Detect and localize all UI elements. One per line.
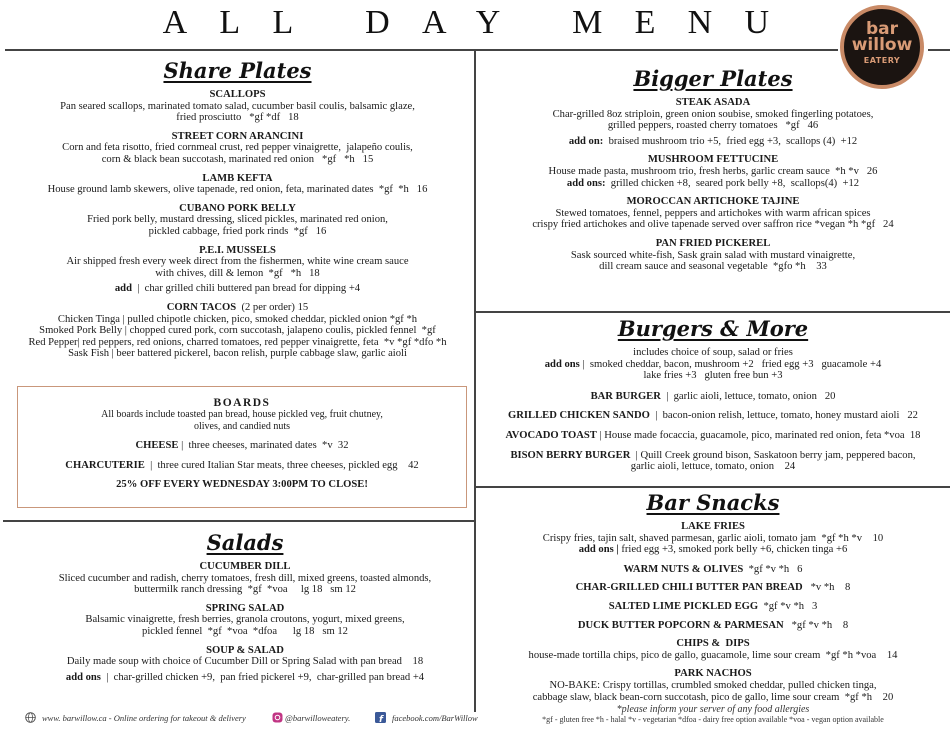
logo-text: EATERY [863, 56, 901, 65]
menu-item-line [476, 410, 950, 422]
item-name: CUBANO PORK BELLY [179, 202, 296, 214]
menu-item [476, 391, 950, 403]
menu-item-line [476, 154, 950, 166]
item-desc: crispy fried artichokes and olive tapenade served over saffron rice *vegan *h *gf 24 [532, 219, 894, 231]
bigger-plates-section [476, 66, 950, 280]
facebook-icon [375, 712, 386, 723]
footer [25, 712, 478, 723]
item-desc: fried egg +3, smoked pork belly +6, chicken tinga +6 [618, 544, 848, 556]
menu-item-line [476, 450, 950, 462]
item-desc: Balsamic vinaigrette, fresh berries, granola croutons, yogurt, mixed greens, [85, 614, 405, 626]
item-desc: House made pasta, mushroom trio, fresh herbs, garlic cream sauce *h *v 26 [548, 165, 878, 177]
menu-item-line [0, 89, 475, 101]
menu-item-line [0, 603, 490, 615]
menu-item-line [0, 142, 475, 154]
menu-item-line [476, 430, 950, 442]
item-desc: *gf *v *h 8 [783, 619, 849, 631]
menu-item-line [0, 656, 490, 668]
item-desc: Air shipped fresh every week direct from the fishermen, white wine cream sauce [66, 256, 409, 268]
menu-item-line [476, 166, 950, 178]
menu-item-line [476, 521, 950, 533]
menu-item-line [0, 256, 475, 268]
board-item-cheese [18, 440, 466, 452]
menu-item-line [476, 564, 950, 576]
item-desc: dill cream sauce and seasonal vegetable *gfo *h 33 [599, 261, 827, 273]
item-desc: *gf *v *h 6 [743, 563, 803, 575]
logo-text: willow [851, 35, 913, 55]
menu-item-line [476, 533, 950, 545]
menu-item-line [0, 325, 475, 337]
menu-item [476, 238, 950, 273]
item-desc: pickled fennel *gf *voa *dfoa lg 18 sm 12 [142, 625, 348, 637]
item-name: add ons | [578, 544, 619, 556]
menu-item-line [476, 261, 950, 273]
item-desc: *v *h 8 [802, 582, 851, 594]
globe-icon [25, 712, 36, 723]
divider [3, 520, 475, 522]
boards-title: BOARDS [213, 397, 271, 409]
menu-item [476, 430, 950, 442]
menu-item-line [0, 584, 490, 596]
boards-intro: All boards include toasted pan bread, house pickled veg, fruit chutney, [101, 409, 383, 420]
menu-item-line [0, 173, 475, 185]
menu-item [476, 620, 950, 632]
menu-item [476, 601, 950, 613]
item-name: CHAR-GRILLED CHILI BUTTER PAN BREAD [575, 582, 803, 594]
item-name: add ons: [566, 177, 606, 189]
menu-item [0, 131, 475, 166]
menu-item [476, 450, 950, 473]
section-title: Share Plates [163, 58, 312, 83]
item-name: STEAK ASADA [675, 97, 751, 108]
menu-item [476, 196, 950, 231]
divider [476, 311, 950, 313]
menu-item-line [0, 283, 475, 295]
item-desc: cabbage slaw, black bean-corn succotash, pico de gallo, lime sour cream *gf *h 20 [532, 691, 894, 703]
item-desc: Chicken Tinga | pulled chipotle chicken, pico, smoked cheddar, pickled onion *gf *h [57, 313, 418, 325]
menu-item-line [0, 101, 475, 113]
item-name: P.E.I. MUSSELS [199, 244, 276, 256]
item-name: DUCK BUTTER POPCORN & PARMESAN [577, 619, 784, 631]
item-desc: grilled chicken +8, seared pork belly +8, scallops(4) +12 [605, 177, 860, 189]
menu-item [0, 302, 475, 360]
item-name: CHIPS & DIPS [676, 638, 750, 650]
facebook-link[interactable]: facebook.com/BarWillow [392, 712, 478, 723]
menu-title: ALL DAY MENU [162, 4, 802, 41]
menu-item-line [0, 226, 475, 238]
logo-text: bar [865, 19, 899, 39]
menu-item-line [0, 626, 490, 638]
menu-item [476, 154, 950, 189]
menu-item [476, 668, 950, 703]
item-desc: | Quill Creek ground bison, Saskatoon berry jam, peppered bacon, [630, 449, 916, 461]
item-desc: | three cured Italian Star meats, three cheeses, pickled egg 42 [144, 459, 419, 471]
item-desc: | bacon-onion relish, lettuce, tomato, honey mustard aioli 22 [649, 410, 918, 422]
item-name: WARM NUTS & OLIVES [623, 563, 744, 575]
item-name: SOUP & SALAD [206, 644, 284, 656]
menu-item-line [476, 109, 950, 121]
menu-item-line [476, 601, 950, 613]
item-desc: (2 per order) 15 [236, 301, 309, 313]
menu-item [476, 521, 950, 556]
menu-item-line [0, 337, 475, 349]
menu-item-line [476, 582, 950, 594]
menu-item-line [476, 370, 950, 382]
item-desc: Char-grilled 8oz striploin, green onion soubise, smoked fingerling potatoes, [552, 108, 874, 120]
item-desc: pickled cabbage, fried pork rinds *gf 16 [148, 225, 327, 237]
section-title: Bigger Plates [633, 66, 793, 91]
menu-item-line [476, 178, 950, 190]
menu-item-line [0, 112, 475, 124]
item-desc: includes choice of soup, salad or fries [633, 347, 793, 358]
burgers-section [476, 316, 950, 481]
menu-item-line [0, 184, 475, 196]
menu-item-line [476, 461, 950, 473]
menu-item-line [0, 672, 490, 684]
item-name: PARK NACHOS [674, 668, 752, 680]
item-name: CHEESE [135, 440, 179, 452]
svg-text:f: f [379, 715, 383, 723]
menu-item-line [476, 347, 950, 359]
item-desc: Red Pepper| red peppers, red onions, charred tomatoes, red pepper vinaigrette, feta *v *gf *dfo *h [28, 336, 447, 348]
menu-item-line [476, 668, 950, 680]
promo-text: 25% OFF EVERY WEDNESDAY 3:00PM TO CLOSE! [116, 479, 368, 491]
menu-item [476, 410, 950, 422]
menu-item-line [476, 359, 950, 371]
menu-item [0, 173, 475, 196]
menu-item-line [476, 620, 950, 632]
divider [5, 49, 838, 51]
item-desc: braised mushroom trio +5, fried egg +3, scallops (4) +12 [603, 135, 858, 147]
item-desc: House ground lamb skewers, olive tapenade, red onion, feta, marinated dates *gf *h 16 [47, 184, 428, 196]
menu-item-line [0, 203, 475, 215]
menu-item-line [476, 692, 950, 704]
item-name: PAN FRIED PICKEREL [655, 237, 771, 249]
instagram-icon [272, 712, 283, 723]
menu-item [0, 603, 490, 638]
share-plates-section [0, 58, 475, 367]
item-desc: Smoked Pork Belly | chopped cured pork, corn succotash, jalapeno coulis, pickled fennel *gf [39, 325, 436, 337]
item-desc: Sask sourced white-fish, Sask grain salad with mustard vinaigrette, [570, 249, 856, 261]
item-name: LAMB KEFTA [202, 172, 273, 184]
item-desc: house-made tortilla chips, pico de gallo, guacamole, lime sour cream *gf *h *voa 14 [528, 649, 898, 661]
item-name: add on: [568, 135, 604, 147]
item-desc: | char-grilled chicken +9, pan fried pickerel +9, char-grilled pan bread +4 [100, 671, 425, 683]
item-desc: corn & black bean succotash, marinated red onion *gf *h 15 [101, 153, 374, 165]
allergy-note: *please inform your server of any food allergies [616, 704, 810, 715]
menu-item-line [0, 614, 490, 626]
menu-item-line [476, 97, 950, 109]
item-desc: fried prosciutto *gf *df 18 [176, 112, 299, 124]
item-desc: grilled peppers, roasted cherry tomatoes *gf 46 [607, 120, 819, 132]
item-name: SPRING SALAD [205, 602, 285, 614]
item-name: STREET CORN ARANCINI [171, 130, 304, 142]
menu-item-line [476, 120, 950, 132]
boards-box [17, 386, 467, 508]
item-name: AVOCADO TOAST [505, 429, 597, 441]
item-name: SCALLOPS [209, 89, 266, 100]
item-name: MOROCCAN ARTICHOKE TAJINE [626, 196, 800, 208]
menu-item-line [476, 136, 950, 148]
menu-item [0, 203, 475, 238]
item-name: add ons [65, 671, 101, 683]
menu-item-line [0, 268, 475, 280]
item-name: LAKE FRIES [681, 521, 745, 532]
section-title: Bar Snacks [646, 490, 780, 515]
item-name: SALTED LIME PICKLED EGG [608, 600, 759, 612]
menu-item [0, 645, 490, 684]
menu-item-line [476, 196, 950, 208]
item-desc: *gf *v *h 3 [758, 600, 818, 612]
menu-item-line [0, 573, 490, 585]
item-desc: Crispy fries, tajin salt, shaved parmesan, garlic aioli, tomato jam *gf *h *v 10 [542, 532, 884, 544]
menu-item [476, 347, 950, 382]
menu-item-line [476, 680, 950, 692]
menu-item-line [0, 302, 475, 314]
menu-item [0, 561, 490, 596]
board-item-charcuterie [18, 460, 466, 472]
menu-item-line [0, 348, 475, 360]
menu-item-line [476, 638, 950, 650]
item-desc: Fried pork belly, mustard dressing, sliced pickles, marinated red onion, [87, 214, 388, 226]
item-desc: with chives, dill & lemon *gf *h 18 [155, 267, 320, 279]
divider [476, 486, 950, 488]
website-link[interactable]: www. barwillow.ca - Online ordering for takeout & delivery [42, 712, 246, 723]
menu-item-line [476, 208, 950, 220]
menu-item-line [476, 219, 950, 231]
item-desc: | char grilled chili buttered pan bread for dipping +4 [131, 283, 361, 295]
menu-item-line [0, 314, 475, 326]
menu-item-line [476, 238, 950, 250]
item-desc: Sask Fish | beer battered pickerel, bacon relish, purple cabbage slaw, garlic aioli [68, 348, 407, 360]
item-name: CHARCUTERIE [65, 459, 145, 471]
item-name: CUCUMBER DILL [199, 561, 291, 572]
menu-item-line [0, 645, 490, 657]
item-desc: Daily made soup with choice of Cucumber Dill or Spring Salad with pan bread 18 [66, 656, 424, 668]
boards-intro: olives, and candied nuts [193, 420, 291, 432]
item-name: add [114, 283, 132, 295]
item-name: GRILLED CHICKEN SANDO [508, 410, 650, 422]
menu-item-line [476, 250, 950, 262]
item-desc: Corn and feta risotto, fried cornmeal crust, red pepper vinaigrette, jalapeño coulis, [62, 142, 413, 154]
menu-item-line [0, 561, 490, 573]
divider [928, 49, 950, 51]
menu-item [476, 564, 950, 576]
bar-snacks-section [476, 490, 950, 710]
item-name: BAR BURGER [590, 390, 661, 402]
menu-item-line [0, 214, 475, 226]
item-desc: Sliced cucumber and radish, cherry tomatoes, fresh dill, mixed greens, toasted almonds, [58, 572, 432, 584]
menu-item-line [476, 391, 950, 403]
instagram-link[interactable]: @barwilloweatery. [285, 712, 351, 723]
section-title: Salads [206, 530, 284, 555]
salads-section [0, 530, 490, 690]
menu-item [476, 638, 950, 661]
boards-promo [18, 479, 466, 491]
menu-item [0, 245, 475, 295]
menu-item [0, 89, 475, 124]
menu-item-line [476, 650, 950, 662]
item-desc: | garlic aioli, lettuce, tomato, onion 20 [660, 390, 836, 402]
dietary-legend: *gf - gluten free *h - halal *v - vegetarian *dfoa - dairy free option available *voa - vegan option available [542, 715, 884, 724]
section-title: Burgers & More [617, 316, 809, 341]
item-name: add ons [544, 358, 580, 370]
item-desc: | three cheeses, marinated dates *v 32 [178, 440, 349, 452]
menu-item-line [0, 245, 475, 257]
item-name: CORN TACOS [166, 301, 237, 313]
menu-item-line [0, 131, 475, 143]
item-desc: | House made focaccia, guacamole, pico, marinated red onion, feta *voa 18 [596, 429, 921, 441]
item-desc: | smoked cheddar, bacon, mushroom +2 fried egg +3 guacamole +4 [579, 358, 882, 370]
menu-item-line [476, 544, 950, 556]
item-desc: buttermilk ranch dressing *gf *voa lg 18 sm 12 [134, 584, 356, 596]
item-desc: lake fries +3 gluten free bun +3 [643, 370, 783, 382]
item-desc: Pan seared scallops, marinated tomato salad, cucumber basil coulis, balsamic glaze, [60, 100, 415, 112]
menu-item [476, 97, 950, 147]
menu-item [476, 582, 950, 594]
item-desc: Stewed tomatoes, fennel, peppers and artichokes with warm african spices [555, 207, 871, 219]
item-desc: NO-BAKE: Crispy tortillas, crumbled smoked cheddar, pulled chicken tinga, [549, 679, 877, 691]
item-name: MUSHROOM FETTUCINE [647, 154, 779, 166]
menu-item-line [0, 154, 475, 166]
item-desc: garlic aioli, lettuce, tomato, onion 24 [630, 461, 796, 473]
item-name: BISON BERRY BURGER [510, 449, 631, 461]
